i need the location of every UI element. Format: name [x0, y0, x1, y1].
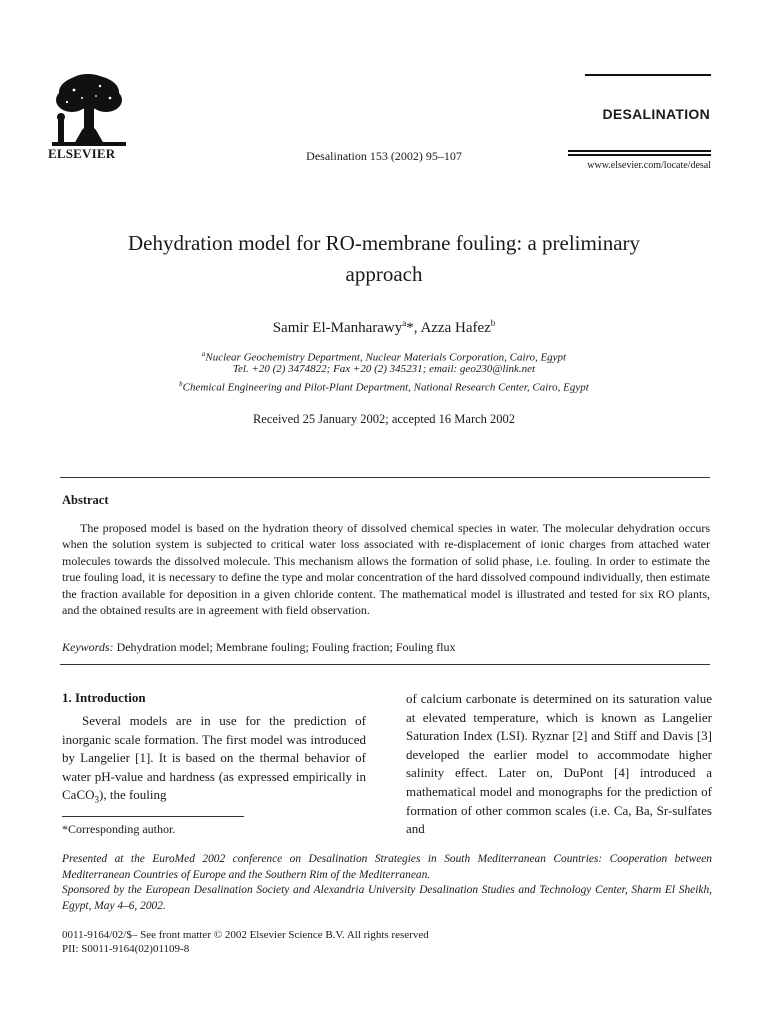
- abstract-text: The proposed model is based on the hydration theory of dissolved chemical species in water. The molecular dehydration occurs when the solution system is subjected to critical water loss associated with re-displacement of ionic charges from attached water molecules towards the dissolved molecule. This mechanism allows the formation of solid phase, i.e. fouling. In order to estimate the true fouling load, it is necessary to define the type and molar concentration of the hard dissolved compound individually, then estimate the fraction available for deposition in a given chloride content. The mathematical model is illustrated and tested for six RO plants, and the obtained results are in agreement with field observation.: [62, 521, 710, 618]
- elsevier-tree-logo: [52, 72, 126, 146]
- header-rule: [585, 74, 711, 76]
- keywords-list: Dehydration model; Membrane fouling; Fouling fraction; Fouling flux: [113, 640, 456, 654]
- header-rule: [568, 154, 711, 156]
- section-divider: [60, 664, 710, 665]
- abstract-heading: Abstract: [62, 493, 109, 507]
- keywords-label: Keywords:: [62, 640, 114, 654]
- paper-title: Dehydration model for RO-membrane fouling: a preliminary approach: [127, 231, 641, 286]
- pii-line: PII: S0011-9164(02)01109-8: [62, 943, 190, 955]
- copyright-block: [62, 928, 712, 956]
- affiliation-a-contact: Tel. +20 (2) 3474822; Fax +20 (2) 345231; email: geo230@link.net: [232, 363, 536, 375]
- author-name: Azza Hafez: [420, 320, 491, 336]
- conference-note: Presented at the EuroMed 2002 conference on Desalination Strategies in South Mediterranean Countries: Cooperation between Mediterranean Countries of Europe and the Southern Rim of the Mediterranean. Sponsored by the European Desalination Society and Alexandria University Desalination Studies and Technology Center, Sharm El Sheikh, Egypt, May 4–6, 2002.: [62, 853, 712, 912]
- affiliation-marker: a: [402, 318, 407, 328]
- corresponding-marker: *: [406, 320, 414, 336]
- publisher-name: ELSEVIER: [48, 146, 116, 161]
- journal-name: DESALINATION: [602, 106, 710, 122]
- body-column-right: of calcium carbonate is determined on its saturation value at elevated temperature, which is known as Langelier Saturation Index (LSI). Ryznar [2] and Stiff and Davis [3] developed the earlier model to accommodate higher salinity effect. Later on, DuPont [4] introduced a mathematical model and monographs for the prediction of formation of other common scales (i.e. Ca, Ba, Sr-sulfates and: [406, 691, 712, 837]
- keywords: [62, 640, 710, 655]
- author-name: Samir El-Manharawy: [272, 320, 403, 336]
- header-rule: [568, 150, 711, 152]
- affiliation-a: $^a$Nuclear Geochemistry Department, Nuclear Materials Corporation, Cairo, Egypt: [201, 350, 567, 364]
- author-list: Samir El-Manharawy$^a$*, Azza Hafez$^b$: [272, 318, 496, 336]
- affiliation-marker: b: [490, 318, 496, 328]
- affiliation-b: $^b$Chemical Engineering and Pilot-Plant Department, National Research Center, Cairo, Egypt: [179, 380, 589, 394]
- journal-url[interactable]: www.elsevier.com/locate/desal: [587, 160, 711, 171]
- body-column-left: Several models are in use for the prediction of inorganic scale formation. The first model was introduced by Langelier [1]. It is based on the thermal behavior of water pH-value and hardness (as expressed empirically in CaCO$_3$), the fouling: [62, 713, 366, 805]
- section-heading: 1. Introduction: [62, 690, 146, 705]
- copyright-line: 0011-9164/02/$– See front matter © 2002 Elsevier Science B.V. All rights reserved: [62, 929, 429, 941]
- journal-citation: Desalination 153 (2002) 95–107: [306, 149, 462, 163]
- received-dates: Received 25 January 2002; accepted 16 March 2002: [252, 412, 516, 426]
- footnote: *Corresponding author.: [62, 822, 176, 836]
- section-divider: [60, 477, 710, 478]
- footnote-rule: [62, 816, 244, 817]
